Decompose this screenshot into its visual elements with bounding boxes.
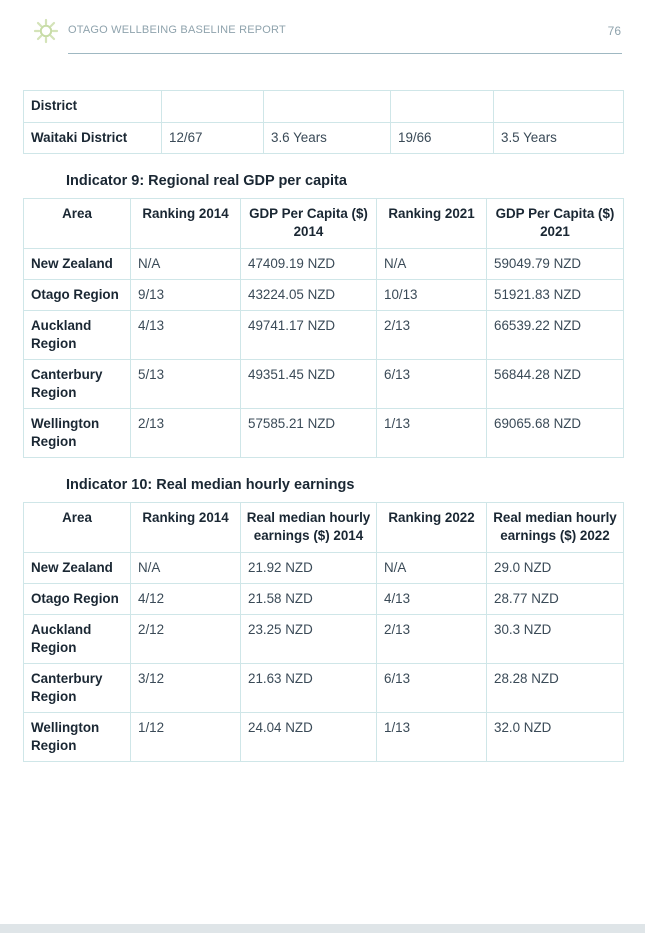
continued-table xyxy=(23,90,624,154)
table-header-row xyxy=(24,199,624,249)
table-cell: Wellington Region xyxy=(24,713,131,762)
table-cell: N/A xyxy=(377,249,487,280)
table-cell xyxy=(162,91,264,123)
table-cell: N/A xyxy=(131,249,241,280)
table-cell: 9/13 xyxy=(131,280,241,311)
table-cell: District xyxy=(24,91,162,123)
table-cell: 2/12 xyxy=(131,615,241,664)
table-cell: 21.92 NZD xyxy=(241,553,377,584)
table-cell xyxy=(264,91,391,123)
table-cell: N/A xyxy=(131,553,241,584)
table-cell: New Zealand xyxy=(24,249,131,280)
table-cell: 3.6 Years xyxy=(264,123,391,154)
table-cell: 47409.19 NZD xyxy=(241,249,377,280)
table-row xyxy=(24,311,624,360)
table-cell: Canterbury Region xyxy=(24,360,131,409)
table-header-row xyxy=(24,503,624,553)
table-cell: 12/67 xyxy=(162,123,264,154)
table-cell: Auckland Region xyxy=(24,311,131,360)
table-cell: 1/13 xyxy=(377,713,487,762)
table-cell: 32.0 NZD xyxy=(487,713,624,762)
table-cell: 3/12 xyxy=(131,664,241,713)
table-cell: Otago Region xyxy=(24,584,131,615)
table-cell: New Zealand xyxy=(24,553,131,584)
column-header: Area xyxy=(24,199,131,249)
table-cell: 28.28 NZD xyxy=(487,664,624,713)
table-cell: 51921.83 NZD xyxy=(487,280,624,311)
table-cell: 2/13 xyxy=(377,311,487,360)
table-cell: 49741.17 NZD xyxy=(241,311,377,360)
column-header: Real median hourly earnings ($) 2014 xyxy=(241,503,377,553)
table-cell: 56844.28 NZD xyxy=(487,360,624,409)
report-logo-icon xyxy=(33,18,59,44)
column-header: Real median hourly earnings ($) 2022 xyxy=(487,503,624,553)
table-cell: Wellington Region xyxy=(24,409,131,458)
gdp-per-capita-table xyxy=(23,198,624,458)
indicator-9-heading: Indicator 9: Regional real GDP per capita xyxy=(66,173,347,189)
column-header: Ranking 2014 xyxy=(131,503,241,553)
table-cell: 49351.45 NZD xyxy=(241,360,377,409)
table-cell: 19/66 xyxy=(391,123,494,154)
table-cell: 6/13 xyxy=(377,360,487,409)
table-row xyxy=(24,553,624,584)
table-row xyxy=(24,584,624,615)
table-cell: 21.58 NZD xyxy=(241,584,377,615)
table-cell: 1/12 xyxy=(131,713,241,762)
table-cell: 59049.79 NZD xyxy=(487,249,624,280)
table-row xyxy=(24,123,624,154)
table-cell: 2/13 xyxy=(377,615,487,664)
table-cell: 57585.21 NZD xyxy=(241,409,377,458)
footer-bar xyxy=(0,924,645,933)
table-cell xyxy=(494,91,624,123)
header-divider xyxy=(68,53,622,54)
table-cell xyxy=(391,91,494,123)
column-header: Ranking 2021 xyxy=(377,199,487,249)
table-cell: 4/13 xyxy=(131,311,241,360)
indicator-10-heading: Indicator 10: Real median hourly earnings xyxy=(66,477,355,493)
column-header: Ranking 2014 xyxy=(131,199,241,249)
table-row xyxy=(24,409,624,458)
table-cell: 10/13 xyxy=(377,280,487,311)
column-header: GDP Per Capita ($) 2021 xyxy=(487,199,624,249)
page-number: 76 xyxy=(607,24,621,38)
table-row xyxy=(24,91,624,123)
table-cell: Otago Region xyxy=(24,280,131,311)
median-hourly-earnings-table xyxy=(23,502,624,762)
table-cell: 69065.68 NZD xyxy=(487,409,624,458)
table-row xyxy=(24,360,624,409)
table-cell: 24.04 NZD xyxy=(241,713,377,762)
table-cell: 4/13 xyxy=(377,584,487,615)
table-cell: Auckland Region xyxy=(24,615,131,664)
table-row xyxy=(24,280,624,311)
column-header: Area xyxy=(24,503,131,553)
table-cell: N/A xyxy=(377,553,487,584)
table-cell: 30.3 NZD xyxy=(487,615,624,664)
table-cell: 4/12 xyxy=(131,584,241,615)
report-title: OTAGO WELLBEING BASELINE REPORT xyxy=(68,24,286,36)
column-header: Ranking 2022 xyxy=(377,503,487,553)
table-row xyxy=(24,615,624,664)
table-cell: 43224.05 NZD xyxy=(241,280,377,311)
table-cell: 21.63 NZD xyxy=(241,664,377,713)
table-cell: 3.5 Years xyxy=(494,123,624,154)
column-header: GDP Per Capita ($) 2014 xyxy=(241,199,377,249)
table-row xyxy=(24,713,624,762)
table-cell: Waitaki District xyxy=(24,123,162,154)
table-cell: 1/13 xyxy=(377,409,487,458)
table-cell: 23.25 NZD xyxy=(241,615,377,664)
table-cell: 28.77 NZD xyxy=(487,584,624,615)
table-cell: 66539.22 NZD xyxy=(487,311,624,360)
table-cell: Canterbury Region xyxy=(24,664,131,713)
table-cell: 29.0 NZD xyxy=(487,553,624,584)
table-cell: 6/13 xyxy=(377,664,487,713)
table-row xyxy=(24,249,624,280)
table-cell: 2/13 xyxy=(131,409,241,458)
table-cell: 5/13 xyxy=(131,360,241,409)
table-row xyxy=(24,664,624,713)
